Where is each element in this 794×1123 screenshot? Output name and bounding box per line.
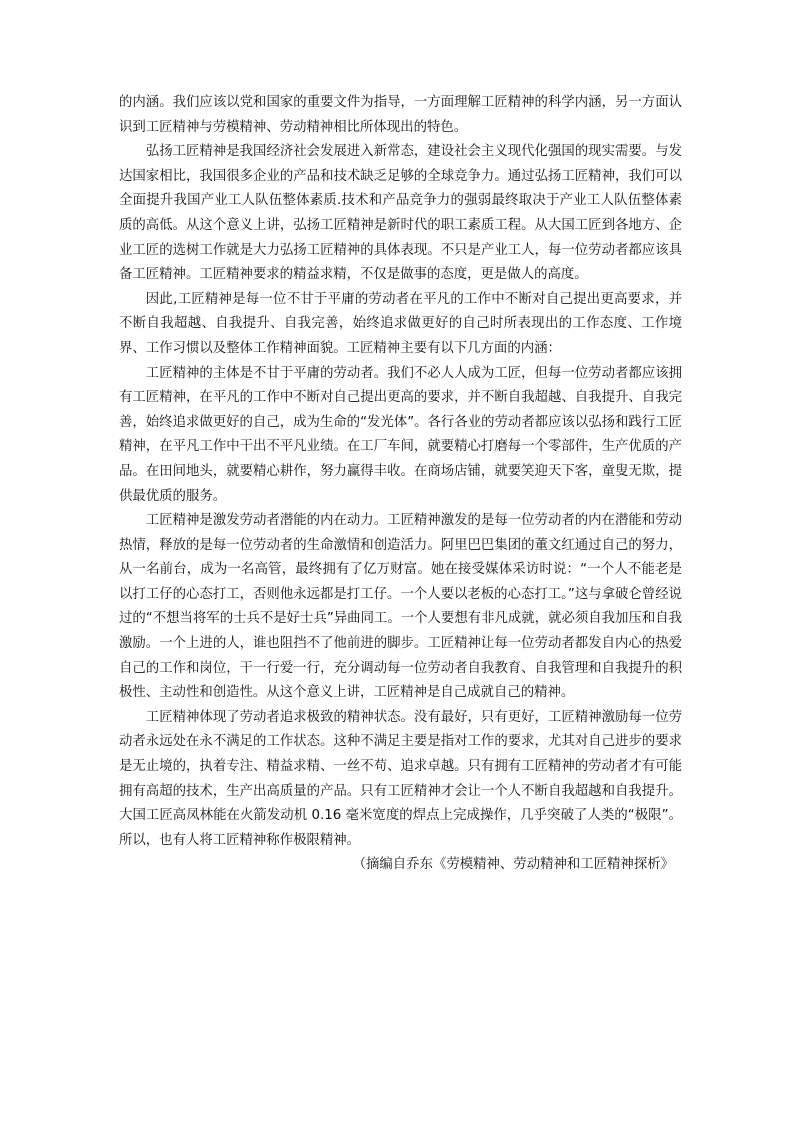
- paragraph-3: 因此,工匠精神是每一位不甘于平庸的劳动者在平凡的工作中不断对自己提出更高要求，并不断自我超越、自我提升、自我完善，始终追求做更好的自己时所表现出的工作态度、工作境界、工作习惯以及整体工作精神面貌。工匠精神主要有以下几方面的内涵：: [119, 291, 682, 356]
- paragraph-1: 的内涵。我们应该以党和国家的重要文件为指导，一方面理解工匠精神的科学内涵，另一方面认识到工匠精神与劳模精神、劳动精神相比所体现出的特色。: [119, 95, 682, 135]
- paragraph-5: 工匠精神是激发劳动者潜能的内在动力。工匠精神激发的是每一位劳动者的内在潜能和劳动热情，释放的是每一位劳动者的生命激情和创造活力。阿里巴巴集团的董文红通过自己的努力，从一名前台，成为一名高管，最终拥有了亿万财富。她在接受媒体采访时说：“一个人不能老是以打工仔的心态打工，否则他永远都是打工仔。一个人要以老板的心态打工。”这与拿破仑曾经说过的“不想当将军的士兵不是好士兵”异曲同工。一个人要想有非凡成就，就必须自我加压和自我激励。一个上进的人，谁也阻挡不了他前进的脚步。工匠精神让每一位劳动者都发自内心的热爱自己的工作和岗位，干一行爱一行，充分调动每一位劳动者自我教育、自我管理和自我提升的积极性、主动性和创造性。从这个意义上讲，工匠精神是自己成就自己的精神。: [119, 513, 682, 701]
- document-body: [119, 91, 682, 878]
- source-citation: （摘编自乔东《劳模精神、劳动精神和工匠精神探析》: [352, 857, 674, 873]
- paragraph-4: 工匠精神的主体是不甘于平庸的劳动者。我们不必人人成为工匠，但每一位劳动者都应该拥有工匠精神，在平凡的工作中不断对自己提出更高的要求，并不断自我超越、自我提升、自我完善，始终追求做更好的自己，成为生命的“发光体”。各行各业的劳动者都应该以弘扬和践行工匠精神，在平凡工作中干出不平凡业绩。在工厂车间，就要精心打磨每一个零部件，生产优质的产品。在田间地头，就要精心耕作，努力赢得丰收。在商场店铺，就要笑迎天下客，童叟无欺，提供最优质的服务。: [119, 365, 682, 504]
- paragraph-6: 工匠精神体现了劳动者追求极致的精神状态。没有最好，只有更好，工匠精神激励每一位劳动者永远处在永不满足的工作状态。这种不满足主要是指对工作的要求，尤其对自己进步的要求是无止境的，执着专注、精益求精、一丝不苟、追求卓越。只有拥有工匠精神的劳动者才有可能拥有高超的技术，生产出高质量的产品。只有工匠精神才会让一个人不断自我超越和自我提升。大国工匠高凤林能在火箭发动机 0.16 毫米宽度的焊点上完成操作，几乎突破了人类的“极限”。所以，也有人将工匠精神称作极限精神。: [119, 709, 682, 848]
- paragraph-2: 弘扬工匠精神是我国经济社会发展进入新常态，建设社会主义现代化强国的现实需要。与发达国家相比，我国很多企业的产品和技术缺乏足够的全球竞争力。通过弘扬工匠精神，我们可以全面提升我国产业工人队伍整体素质.技术和产品竞争力的强弱最终取决于产业工人队伍整体素质的高低。从这个意义上讲，弘扬工匠精神是新时代的职工素质工程。从大国工匠到各地方、企业工匠的选树工作就是大力弘扬工匠精神的具体表现。不只是产业工人，每一位劳动者都应该具备工匠精神。工匠精神要求的精益求精，不仅是做事的态度，更是做人的高度。: [119, 144, 682, 283]
